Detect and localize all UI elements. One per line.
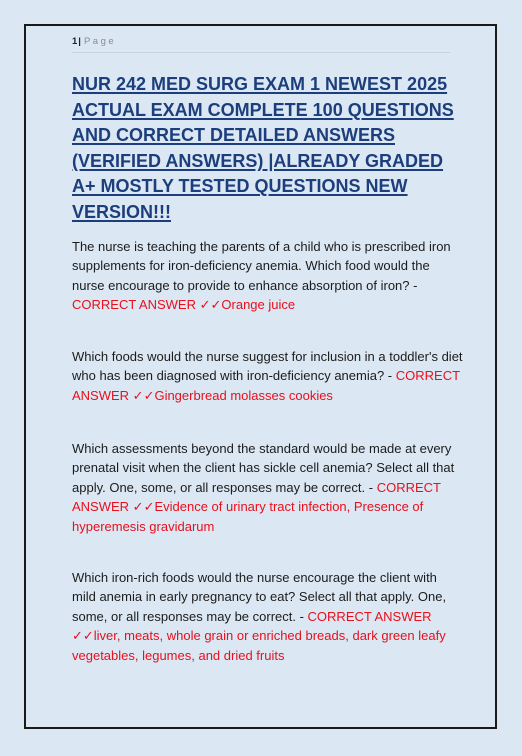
page-number: 1 — [72, 36, 78, 47]
page-word: Page — [83, 36, 117, 47]
question-text: Which foods would the nurse suggest for inclusion in a toddler's diet who has been diagnosed with iron-deficiency anemia? - — [72, 349, 463, 384]
correct-answer: CORRECT ANSWER ✓✓liver, meats, whole grain or enriched breads, dark green leafy vegetables, legumes, and dried fruits — [72, 608, 446, 663]
question-block-1 — [72, 237, 464, 315]
question-text: Which iron-rich foods would the nurse encourage the client with mild anemia in early pregnancy to eat? Select all that apply. One, some, or all responses may be correct. - — [72, 570, 447, 624]
question-block-4 — [72, 568, 464, 665]
question-block-2 — [72, 347, 464, 405]
page-separator: | — [78, 36, 81, 47]
correct-answer: CORRECT ANSWER ✓✓Orange juice — [72, 297, 296, 313]
document-title: NUR 242 MED SURG EXAM 1 NEWEST 2025 ACTUAL EXAM COMPLETE 100 QUESTIONS AND CORRECT DETAILED ANSWERS (VERIFIED ANSWERS) |ALREADY GRADED A+ MOSTLY TESTED QUESTIONS NEW VERSION!!! — [72, 74, 454, 222]
question-text: Which assessments beyond the standard would be made at every prenatal visit when the client has sickle cell anemia? Select all that apply. One, some, or all responses may be correct. - — [72, 441, 455, 495]
correct-answer: CORRECT ANSWER ✓✓Gingerbread molasses cookies — [72, 368, 460, 403]
question-text: The nurse is teaching the parents of a child who is prescribed iron supplements for iron-deficiency anemia. Which food would the nurse encourage to provide to enhance absorption of iron? - — [72, 239, 451, 293]
correct-answer: CORRECT ANSWER ✓✓Evidence of urinary tract infection, Presence of hyperemesis gravidarum — [72, 479, 441, 534]
page-header — [72, 36, 450, 53]
question-block-3 — [72, 439, 464, 536]
